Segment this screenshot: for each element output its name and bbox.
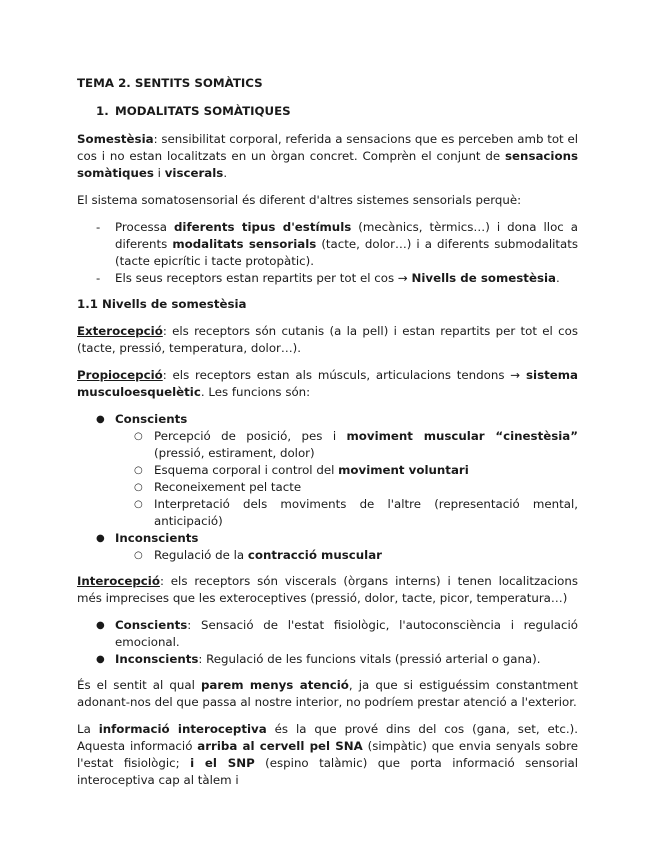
text-span: Regulació de la [154, 548, 248, 562]
circle-marker: ○ [134, 499, 143, 510]
text-span: . Les funcions són: [200, 385, 311, 399]
paragraph-somestesia [77, 131, 578, 182]
text-span: : els receptors estan als músculs, articulacions tendons → [162, 368, 527, 382]
list-item-label: Conscients [115, 412, 188, 426]
list-item-label: Inconscients [115, 531, 199, 545]
text-span: . [223, 166, 228, 180]
text-span: Processa [115, 220, 174, 234]
list-item [77, 219, 578, 270]
circle-marker: ○ [134, 431, 143, 442]
paragraph-informacio [77, 721, 578, 789]
text-span: Els seus receptors estan repartits per tot el cos → [115, 271, 412, 285]
bold-span: modalitats sensorials [172, 237, 317, 251]
term-somestesia: Somestèsia [77, 132, 154, 146]
bold-span: sistema musculoesquelètic [77, 368, 578, 399]
circle-marker: ○ [134, 465, 143, 476]
dash-marker: - [96, 271, 101, 285]
document-title: TEMA 2. SENTITS SOMÀTICS [77, 76, 263, 90]
bold-span: contracció muscular [247, 548, 382, 562]
bold-span: moviment muscular “cinestèsia” [346, 429, 578, 443]
term-interocepcio: Interocepció [77, 574, 160, 588]
section-label: MODALITATS SOMÀTIQUES [115, 104, 291, 118]
text-span: : els receptors són viscerals (òrgans interns) i tenen localitzacions més imprecises que les exteroceptives (pressió, dolor, tacte, picor, temperatura…) [77, 574, 578, 605]
bold-span: Nivells de somestèsia [411, 271, 556, 285]
text-span: : Regulació de les funcions vitals (pressió arterial o gana). [198, 652, 541, 666]
list-item [77, 617, 578, 651]
section-number: 1. [96, 104, 109, 118]
text-span: , ja que si estiguéssim constantment adonant-nos del que passa al nostre interior, no podríem prestar atenció a l'exterior. [77, 678, 578, 709]
section-heading-nivells: 1.1 Nivells de somestèsia [77, 297, 247, 311]
text-span: : els receptors són cutanis (a la pell) i estan repartits per tot el cos (tacte, pressió, temperatura, dolor…). [77, 324, 578, 355]
bullet-marker: ● [96, 654, 105, 665]
paragraph-interocepcio [77, 573, 578, 607]
bold-span: moviment voluntari [338, 463, 469, 477]
bullet-marker: ● [96, 533, 105, 544]
text-span: (simpàtic) que envia senyals sobre l'estat fisiològic; [77, 739, 578, 770]
bold-span: sensacions somàtiques [77, 149, 578, 180]
dash-marker: - [96, 220, 101, 234]
bullet-marker: ● [96, 414, 105, 425]
sublist [115, 547, 578, 564]
text-span: (tacte, dolor…) i a diferents submodalitats (tacte epicrític i tacte protopàtic). [115, 237, 578, 268]
text-span: És el sentit al qual [77, 678, 201, 692]
text-span: (mecànics, tèrmics…) i dona lloc a diferents [115, 220, 578, 251]
list-item [77, 411, 578, 530]
text-span: és la que prové dins del cos (gana, set, etc.). Aquesta informació [77, 722, 578, 753]
text-span: Esquema corporal i control del [154, 463, 339, 477]
bold-span: informació interoceptiva [98, 722, 267, 736]
list-item [77, 530, 578, 564]
circle-marker: ○ [134, 550, 143, 561]
list-item-label: Conscients [115, 618, 188, 632]
paragraph-exterocepcio [77, 323, 578, 357]
propiocepcio-list [77, 411, 578, 564]
section-heading-modalitats [96, 103, 578, 120]
bold-span: diferents tipus d'estímuls [173, 220, 352, 234]
list-item [77, 270, 578, 287]
text-span: : sensibilitat corporal, referida a sensacions que es perceben amb tot el cos i no estan localitzats en un òrgan concret. Comprèn el conjunt de [77, 132, 578, 163]
bold-span: viscerals [164, 166, 224, 180]
text-span: (pressió, estirament, dolor) [154, 446, 315, 460]
sublist-item [115, 479, 578, 496]
bold-span: arriba al cervell pel SNA [197, 739, 363, 753]
text-span: (espino talàmic) que porta informació sensorial interoceptiva cap al tàlem i [77, 756, 578, 787]
circle-marker: ○ [134, 482, 143, 493]
list-item [77, 651, 578, 668]
paragraph-sistema: El sistema somatosensorial és diferent d'altres sistemes sensorials perquè: [77, 193, 522, 207]
text-span: La [77, 722, 99, 736]
term-propiocepcio: Propiocepció [77, 368, 163, 382]
sublist-item [115, 547, 578, 564]
dash-list [77, 219, 578, 287]
sublist [115, 428, 578, 530]
bullet-marker: ● [96, 620, 105, 631]
bold-span: parem menys atenció [200, 678, 349, 692]
sublist-item [115, 496, 578, 530]
text-span: : Sensació de l'estat fisiològic, l'autoconsciència i regulació emocional. [115, 618, 578, 649]
list-item-label: Inconscients [115, 652, 199, 666]
text-span: Reconeixement pel tacte [154, 480, 302, 494]
text-span: Percepció de posició, pes i [154, 429, 347, 443]
paragraph-sentit [77, 677, 578, 711]
sublist-item [115, 428, 578, 462]
paragraph-propiocepcio [77, 367, 578, 401]
interocepcio-list [77, 617, 578, 668]
text-span: Interpretació dels moviments de l'altre (representació mental, anticipació) [154, 497, 578, 528]
term-exterocepcio: Exterocepció [77, 324, 163, 338]
sublist-item [115, 462, 578, 479]
text-span: . [555, 271, 560, 285]
bold-span: i el SNP [190, 756, 255, 770]
text-span: i [153, 166, 165, 180]
